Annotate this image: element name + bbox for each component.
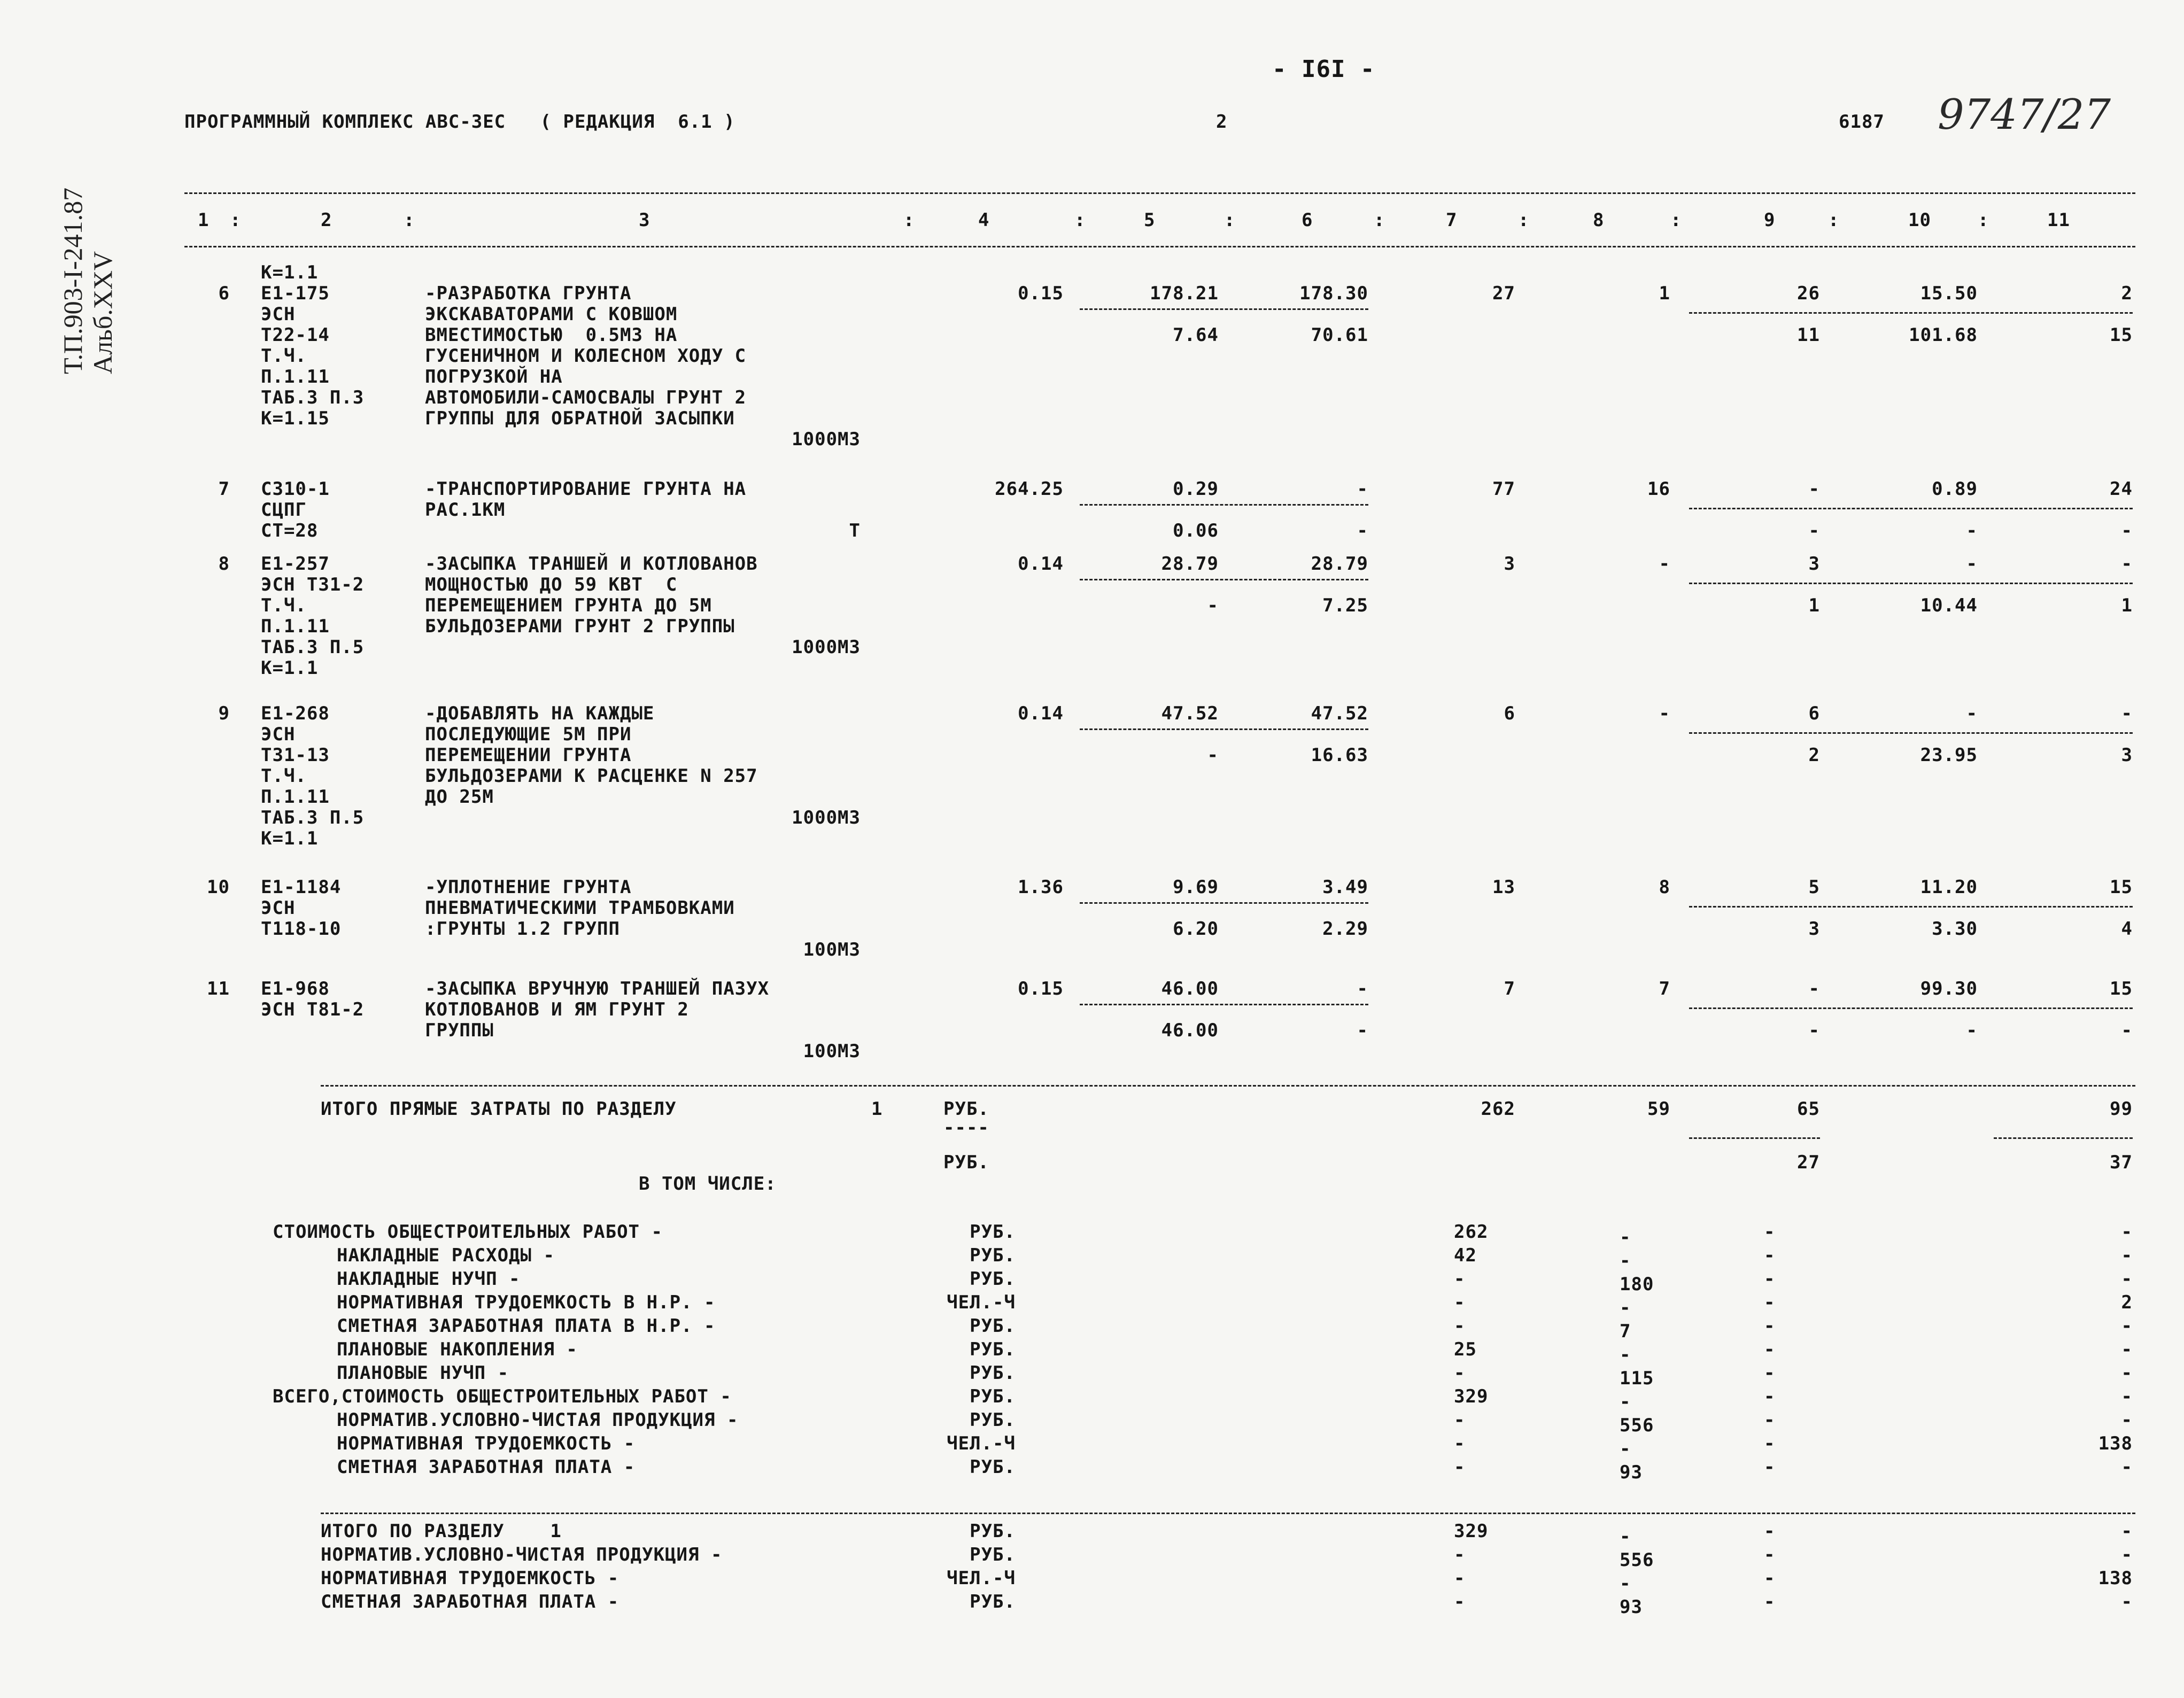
cell-col10: 15.50 xyxy=(1920,283,1978,304)
cell-col6: - xyxy=(1357,978,1368,999)
summary-col7: - xyxy=(1454,1315,1466,1337)
side-stamp xyxy=(58,188,118,374)
summary-col7: 329 xyxy=(1454,1386,1489,1407)
row-description: ВМЕСТИМОСТЬЮ 0.5М3 НА xyxy=(425,324,678,346)
row-description: :ГРУНТЫ 1.2 ГРУПП xyxy=(425,918,620,940)
row-number: 9 xyxy=(218,703,230,724)
column-header: 9 xyxy=(1764,210,1776,231)
row-code: ТАБ.3 П.5 xyxy=(261,807,365,828)
column-header: 11 xyxy=(2047,210,2070,231)
summary-col11: - xyxy=(2121,1339,2133,1360)
row-code: Т22-14 xyxy=(261,324,330,346)
summary-col11: - xyxy=(2121,1245,2133,1266)
summary-unit: РУБ. xyxy=(970,1315,1016,1337)
row-code: ТАБ.3 П.5 xyxy=(261,637,365,658)
totals-col11: 99 xyxy=(2110,1098,2133,1120)
cell-col4: 1.36 xyxy=(1018,877,1064,898)
summary-label: ПЛАНОВЫЕ НАКОПЛЕНИЯ - xyxy=(337,1339,578,1360)
summary-col11: - xyxy=(2121,1268,2133,1290)
cell-col7: 77 xyxy=(1492,478,1515,500)
summary-col9: - xyxy=(1764,1221,1776,1243)
summary-unit: РУБ. xyxy=(970,1409,1016,1431)
cell-col10: 0.89 xyxy=(1932,478,1978,500)
summary-col9: - xyxy=(1764,1456,1776,1478)
section-total-rule xyxy=(321,1513,2135,1514)
cell-col5: 46.00 xyxy=(1161,978,1219,999)
summary-label: НОРМАТИВНАЯ ТРУДОЕМКОСТЬ - xyxy=(337,1433,636,1454)
cell-rule xyxy=(1689,1007,2133,1009)
summary-col11: - xyxy=(2121,1362,2133,1384)
cell-col6: 178.30 xyxy=(1299,283,1368,304)
cell-col11: 15 xyxy=(2110,978,2133,999)
cell-col9: 1 xyxy=(1808,595,1820,616)
cell-col9: - xyxy=(1808,1020,1820,1041)
section-total-col7: - xyxy=(1454,1568,1466,1589)
cell-col6: 7.25 xyxy=(1322,595,1368,616)
row-code: П.1.11 xyxy=(261,786,330,808)
cell-col11: 15 xyxy=(2110,877,2133,898)
row-description: ГРУППЫ ДЛЯ ОБРАТНОЙ ЗАСЫПКИ xyxy=(425,408,735,429)
cell-rule xyxy=(1689,906,2133,908)
section-total-unit: РУБ. xyxy=(970,1521,1016,1542)
cell-col7: 6 xyxy=(1504,703,1515,724)
row-number: 7 xyxy=(218,478,230,500)
cell-col5: 0.06 xyxy=(1173,520,1219,541)
row-code: Т.Ч. xyxy=(261,595,307,616)
totals-col8: 59 xyxy=(1647,1098,1670,1120)
cell-col6: 16.63 xyxy=(1311,745,1368,766)
cell-col4: 0.14 xyxy=(1018,553,1064,575)
cell-col10: - xyxy=(1966,703,1978,724)
program-title: ПРОГРАММНЫЙ КОМПЛЕКС АВС-3ЕС ( РЕДАКЦИЯ 6.1 ) xyxy=(184,111,735,133)
summary-unit: РУБ. xyxy=(970,1221,1016,1243)
column-separator: : xyxy=(1978,210,1989,231)
summary-col8: 7 xyxy=(1620,1321,1631,1342)
row-code: СЦПГ xyxy=(261,499,307,521)
summary-col8: - xyxy=(1620,1297,1631,1319)
cell-col10: - xyxy=(1966,520,1978,541)
cell-col7: 7 xyxy=(1504,978,1515,999)
section-total-unit: РУБ. xyxy=(970,1591,1016,1612)
cell-col11: - xyxy=(2121,703,2133,724)
row-code: ЭСН Т81-2 xyxy=(261,999,365,1020)
summary-unit: РУБ. xyxy=(970,1339,1016,1360)
cell-rule xyxy=(1080,579,1368,580)
summary-col11: - xyxy=(2121,1456,2133,1478)
summary-col9: - xyxy=(1764,1339,1776,1360)
cell-col10: 23.95 xyxy=(1920,745,1978,766)
cell-rule xyxy=(1080,504,1368,506)
cell-col8: 7 xyxy=(1659,978,1670,999)
column-header: 5 xyxy=(1144,210,1156,231)
row-description: БУЛЬДОЗЕРАМИ К РАСЦЕНКЕ N 257 xyxy=(425,765,758,787)
section-total-col8: 93 xyxy=(1620,1596,1643,1618)
column-header: 2 xyxy=(321,210,332,231)
row-description: ЭКСКАВАТОРАМИ С КОВШОМ xyxy=(425,304,678,325)
cell-col11: - xyxy=(2121,553,2133,575)
side-stamp-line: Т.П.903-I-241.87 xyxy=(58,187,88,374)
summary-col8: - xyxy=(1620,1227,1631,1248)
document-code: 6187 xyxy=(1839,111,1885,133)
row-description: -ДОБАВЛЯТЬ НА КАЖДЫЕ xyxy=(425,703,655,724)
totals-col9: 27 xyxy=(1797,1152,1820,1173)
row-description: ПЕРЕМЕЩЕНИЕМ ГРУНТА ДО 5М xyxy=(425,595,712,616)
row-code: П.1.11 xyxy=(261,616,330,637)
column-separator: : xyxy=(404,210,415,231)
summary-col7: - xyxy=(1454,1268,1466,1290)
row-code: СТ=28 xyxy=(261,520,319,541)
summary-col7: - xyxy=(1454,1292,1466,1313)
row-code: ЭСН xyxy=(261,304,296,325)
cell-col6: 2.29 xyxy=(1322,918,1368,940)
section-total-col9: - xyxy=(1764,1544,1776,1565)
cell-col4: 264.25 xyxy=(995,478,1064,500)
section-total-col8: 556 xyxy=(1620,1549,1654,1571)
summary-col9: - xyxy=(1764,1245,1776,1266)
column-separator: : xyxy=(903,210,915,231)
section-total-col8: - xyxy=(1620,1526,1631,1547)
summary-col7: 262 xyxy=(1454,1221,1489,1243)
cell-col4: 0.14 xyxy=(1018,703,1064,724)
row-number: 10 xyxy=(207,877,230,898)
section-total-col11: - xyxy=(2121,1544,2133,1565)
cell-col7: 27 xyxy=(1492,283,1515,304)
cell-col5: 9.69 xyxy=(1173,877,1219,898)
summary-col7: 25 xyxy=(1454,1339,1477,1360)
cell-col11: 3 xyxy=(2121,745,2133,766)
section-total-col9: - xyxy=(1764,1521,1776,1542)
row-description: ПЕРЕМЕЩЕНИИ ГРУНТА xyxy=(425,745,632,766)
cell-col9: 5 xyxy=(1808,877,1820,898)
cell-col8: - xyxy=(1659,553,1670,575)
row-description: ПОСЛЕДУЮЩИЕ 5М ПРИ xyxy=(425,724,632,745)
summary-label: СТОИМОСТЬ ОБЩЕСТРОИТЕЛЬНЫХ РАБОТ - xyxy=(273,1221,663,1243)
direct-costs-label: ИТОГО ПРЯМЫЕ ЗАТРАТЫ ПО РАЗДЕЛУ xyxy=(321,1098,677,1120)
row-code: К=1.1 xyxy=(261,828,319,849)
row-description: 1000М3 xyxy=(792,807,861,828)
section-total-unit: ЧЕЛ.-Ч xyxy=(947,1568,1016,1589)
row-description: ГРУППЫ xyxy=(425,1020,494,1041)
row-code: ЭСН xyxy=(261,724,296,745)
cell-col9: - xyxy=(1808,478,1820,500)
cell-col5: - xyxy=(1207,745,1219,766)
column-header: 10 xyxy=(1908,210,1931,231)
cell-col5: 47.52 xyxy=(1161,703,1219,724)
row-description: РАС.1КМ xyxy=(425,499,506,521)
row-number: 11 xyxy=(207,978,230,999)
cell-col7: 3 xyxy=(1504,553,1515,575)
cell-col8: 16 xyxy=(1647,478,1670,500)
summary-col11: 138 xyxy=(2098,1433,2133,1454)
column-separator: : xyxy=(1224,210,1236,231)
row-number: 6 xyxy=(218,283,230,304)
cell-col5: 178.21 xyxy=(1150,283,1219,304)
column-separator: : xyxy=(1518,210,1530,231)
summary-unit: РУБ. xyxy=(970,1386,1016,1407)
summary-label: СМЕТНАЯ ЗАРАБОТНАЯ ПЛАТА - xyxy=(337,1456,636,1478)
column-separator: : xyxy=(1670,210,1682,231)
totals-col7: 262 xyxy=(1481,1098,1515,1120)
summary-unit: ЧЕЛ.-Ч xyxy=(947,1433,1016,1454)
cell-col10: 10.44 xyxy=(1920,595,1978,616)
cell-col10: 101.68 xyxy=(1909,324,1978,346)
cell-rule xyxy=(1689,732,2133,734)
summary-unit: ЧЕЛ.-Ч xyxy=(947,1292,1016,1313)
summary-col8: 556 xyxy=(1620,1415,1654,1436)
summary-col11: - xyxy=(2121,1315,2133,1337)
row-description: МОЩНОСТЬЮ ДО 59 КВТ С xyxy=(425,574,678,595)
section-total-col7: 329 xyxy=(1454,1521,1489,1542)
summary-col9: - xyxy=(1764,1292,1776,1313)
row-description: ДО 25М xyxy=(425,786,494,808)
cell-col10: - xyxy=(1966,1020,1978,1041)
column-header: 1 xyxy=(198,210,210,231)
cell-col8: - xyxy=(1659,703,1670,724)
row-description: 1000М3 xyxy=(792,637,861,658)
summary-col11: - xyxy=(2121,1221,2133,1243)
summary-label: СМЕТНАЯ ЗАРАБОТНАЯ ПЛАТА В Н.Р. - xyxy=(337,1315,716,1337)
section-total-col11: - xyxy=(2121,1521,2133,1542)
cell-col5: 0.29 xyxy=(1173,478,1219,500)
cell-col6: 47.52 xyxy=(1311,703,1368,724)
cell-col6: 3.49 xyxy=(1322,877,1368,898)
cell-col5: 28.79 xyxy=(1161,553,1219,575)
summary-col9: - xyxy=(1764,1386,1776,1407)
section-total-col9: - xyxy=(1764,1568,1776,1589)
row-description: АВТОМОБИЛИ-САМОСВАЛЫ ГРУНТ 2 xyxy=(425,387,747,408)
cell-col9: 2 xyxy=(1808,745,1820,766)
page-number: - I6I - xyxy=(1272,56,1375,83)
cell-col8: 1 xyxy=(1659,283,1670,304)
sheet-number: 2 xyxy=(1216,111,1228,133)
side-stamp-line: Альб.XXV xyxy=(88,251,118,374)
summary-col8: - xyxy=(1620,1438,1631,1460)
summary-unit: РУБ. xyxy=(970,1268,1016,1290)
cell-rule xyxy=(1689,583,2133,584)
summary-col8: 115 xyxy=(1620,1368,1654,1389)
cell-col5: 7.64 xyxy=(1173,324,1219,346)
section-total-label: НОРМАТИВНАЯ ТРУДОЕМКОСТЬ - xyxy=(321,1568,619,1589)
section-total-col11: 138 xyxy=(2098,1568,2133,1589)
column-header: 4 xyxy=(978,210,990,231)
summary-col9: - xyxy=(1764,1268,1776,1290)
row-code: ТАБ.3 П.3 xyxy=(261,387,365,408)
cell-col6: - xyxy=(1357,478,1368,500)
column-separator: : xyxy=(1374,210,1385,231)
unit: РУБ. xyxy=(943,1152,989,1173)
column-header: 7 xyxy=(1446,210,1458,231)
row-description: -ЗАСЫПКА ВРУЧНУЮ ТРАНШЕЙ ПАЗУХ xyxy=(425,978,770,999)
summary-col9: - xyxy=(1764,1315,1776,1337)
row-description: ПНЕВМАТИЧЕСКИМИ ТРАМБОВКАМИ xyxy=(425,897,735,919)
totals-subrule xyxy=(1689,1137,1820,1139)
cell-col9: 3 xyxy=(1808,918,1820,940)
summary-col9: - xyxy=(1764,1433,1776,1454)
cell-rule xyxy=(1080,1004,1368,1005)
summary-col7: - xyxy=(1454,1362,1466,1384)
row-description: 100М3 xyxy=(803,1041,861,1062)
section-total-unit: РУБ. xyxy=(970,1544,1016,1565)
section-total-label: ИТОГО ПО РАЗДЕЛУ 1 xyxy=(321,1521,562,1542)
summary-col11: - xyxy=(2121,1386,2133,1407)
header-rule-bottom xyxy=(184,246,2135,247)
totals-subrule xyxy=(1994,1137,2133,1139)
row-description: ГУСЕНИЧНОМ И КОЛЕСНОМ ХОДУ С xyxy=(425,345,747,367)
summary-col8: - xyxy=(1620,1344,1631,1366)
summary-label: НОРМАТИВНАЯ ТРУДОЕМКОСТЬ В Н.Р. - xyxy=(337,1292,716,1313)
summary-col11: 2 xyxy=(2121,1292,2133,1313)
cell-col6: - xyxy=(1357,1020,1368,1041)
cell-col9: 26 xyxy=(1797,283,1820,304)
row-code: Е1-1184 xyxy=(261,877,342,898)
cell-col9: 11 xyxy=(1797,324,1820,346)
row-description: -ЗАСЫПКА ТРАНШЕЙ И КОТЛОВАНОВ xyxy=(425,553,758,575)
row-code: ЭСН Т31-2 xyxy=(261,574,365,595)
header-rule-top xyxy=(184,192,2135,194)
cell-col11: 4 xyxy=(2121,918,2133,940)
cell-col9: 6 xyxy=(1808,703,1820,724)
summary-col8: 180 xyxy=(1620,1274,1654,1295)
section-total-col7: - xyxy=(1454,1591,1466,1612)
row-code: Т.Ч. xyxy=(261,345,307,367)
row-description: Т xyxy=(849,520,861,541)
cell-rule xyxy=(1689,312,2133,314)
cell-col10: 11.20 xyxy=(1920,877,1978,898)
unit-dashes: ---- xyxy=(943,1117,989,1138)
summary-unit: РУБ. xyxy=(970,1456,1016,1478)
row-code: Т.Ч. xyxy=(261,765,307,787)
cell-col11: 1 xyxy=(2121,595,2133,616)
section-total-col8: - xyxy=(1620,1573,1631,1594)
cell-col4: 0.15 xyxy=(1018,978,1064,999)
totals-rule xyxy=(321,1085,2135,1087)
row-code: Е1-268 xyxy=(261,703,330,724)
handwritten-number: 9747/27 xyxy=(1938,91,2111,139)
row-code: Т118-10 xyxy=(261,918,342,940)
cell-col5: 46.00 xyxy=(1161,1020,1219,1041)
totals-col11: 37 xyxy=(2110,1152,2133,1173)
cell-col11: - xyxy=(2121,520,2133,541)
cell-col11: 15 xyxy=(2110,324,2133,346)
column-separator: : xyxy=(230,210,242,231)
summary-unit: РУБ. xyxy=(970,1362,1016,1384)
cell-col11: - xyxy=(2121,1020,2133,1041)
summary-col9: - xyxy=(1764,1409,1776,1431)
column-header: 8 xyxy=(1593,210,1605,231)
cell-col11: 2 xyxy=(2121,283,2133,304)
row-code: Е1-257 xyxy=(261,553,330,575)
summary-col9: - xyxy=(1764,1362,1776,1384)
row-code: К=1.15 xyxy=(261,408,330,429)
summary-col8: - xyxy=(1620,1250,1631,1271)
summary-label: НАКЛАДНЫЕ РАСХОДЫ - xyxy=(337,1245,555,1266)
summary-col7: - xyxy=(1454,1456,1466,1478)
row-description: БУЛЬДОЗЕРАМИ ГРУНТ 2 ГРУППЫ xyxy=(425,616,735,637)
column-separator: : xyxy=(1074,210,1086,231)
cell-col10: 3.30 xyxy=(1932,918,1978,940)
row-code: К=1.1 xyxy=(261,657,319,679)
row-code: Т31-13 xyxy=(261,745,330,766)
cell-col9: - xyxy=(1808,520,1820,541)
section-total-label: НОРМАТИВ.УСЛОВНО-ЧИСТАЯ ПРОДУКЦИЯ - xyxy=(321,1544,723,1565)
row-description: ПОГРУЗКОЙ НА xyxy=(425,366,563,387)
cell-rule xyxy=(1080,902,1368,904)
cell-col4: 0.15 xyxy=(1018,283,1064,304)
row-code: Е1-968 xyxy=(261,978,330,999)
row-description: -РАЗРАБОТКА ГРУНТА xyxy=(425,283,632,304)
totals-col9: 65 xyxy=(1797,1098,1820,1120)
cell-col9: - xyxy=(1808,978,1820,999)
cell-col6: 70.61 xyxy=(1311,324,1368,346)
cell-col10: 99.30 xyxy=(1920,978,1978,999)
row-code: К=1.1 xyxy=(261,262,319,283)
cell-col7: 13 xyxy=(1492,877,1515,898)
row-code: Е1-175 xyxy=(261,283,330,304)
cell-col11: 24 xyxy=(2110,478,2133,500)
section-total-col9: - xyxy=(1764,1591,1776,1612)
section-total-col7: - xyxy=(1454,1544,1466,1565)
cell-col5: 6.20 xyxy=(1173,918,1219,940)
column-header: 6 xyxy=(1302,210,1313,231)
row-description: -УПЛОТНЕНИЕ ГРУНТА xyxy=(425,877,632,898)
including-heading: В ТОМ ЧИСЛЕ: xyxy=(639,1173,777,1195)
cell-col5: - xyxy=(1207,595,1219,616)
summary-unit: РУБ. xyxy=(970,1245,1016,1266)
row-description: 100М3 xyxy=(803,939,861,960)
unit: РУБ. xyxy=(943,1098,989,1120)
row-description: 1000М3 xyxy=(792,429,861,450)
row-code: ЭСН xyxy=(261,897,296,919)
summary-label: НОРМАТИВ.УСЛОВНО-ЧИСТАЯ ПРОДУКЦИЯ - xyxy=(337,1409,739,1431)
summary-label: ВСЕГО,СТОИМОСТЬ ОБЩЕСТРОИТЕЛЬНЫХ РАБОТ - xyxy=(273,1386,732,1407)
row-description: -ТРАНСПОРТИРОВАНИЕ ГРУНТА НА xyxy=(425,478,747,500)
summary-col7: - xyxy=(1454,1409,1466,1431)
column-separator: : xyxy=(1828,210,1840,231)
cell-col6: 28.79 xyxy=(1311,553,1368,575)
summary-col11: - xyxy=(2121,1409,2133,1431)
section-total-label: СМЕТНАЯ ЗАРАБОТНАЯ ПЛАТА - xyxy=(321,1591,619,1612)
summary-label: НАКЛАДНЫЕ НУЧП - xyxy=(337,1268,521,1290)
cell-col8: 8 xyxy=(1659,877,1670,898)
cell-rule xyxy=(1689,508,2133,509)
cell-col6: - xyxy=(1357,520,1368,541)
row-code: П.1.11 xyxy=(261,366,330,387)
row-code: С310-1 xyxy=(261,478,330,500)
cell-col9: 3 xyxy=(1808,553,1820,575)
column-header: 3 xyxy=(639,210,650,231)
summary-col8: - xyxy=(1620,1391,1631,1413)
row-number: 8 xyxy=(218,553,230,575)
cell-rule xyxy=(1080,728,1368,730)
summary-col7: 42 xyxy=(1454,1245,1477,1266)
summary-col8: 93 xyxy=(1620,1462,1643,1483)
section-total-col11: - xyxy=(2121,1591,2133,1612)
cell-col10: - xyxy=(1966,553,1978,575)
summary-label: ПЛАНОВЫЕ НУЧП - xyxy=(337,1362,509,1384)
summary-col7: - xyxy=(1454,1433,1466,1454)
cell-rule xyxy=(1080,308,1368,310)
section-number: 1 xyxy=(871,1098,883,1120)
row-description: КОТЛОВАНОВ И ЯМ ГРУНТ 2 xyxy=(425,999,689,1020)
